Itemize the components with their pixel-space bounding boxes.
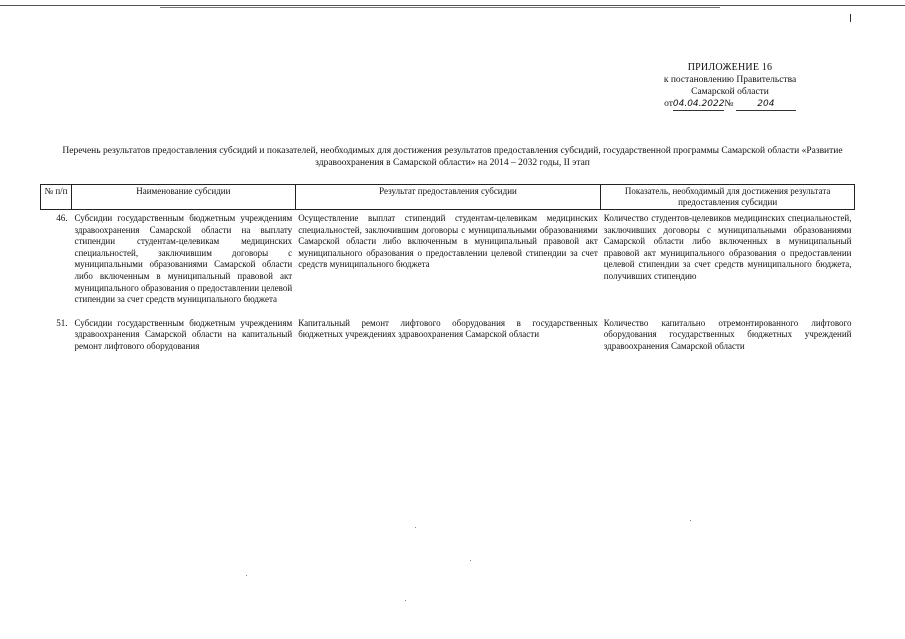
handwritten-date: 04.04.2022	[672, 99, 725, 109]
header-indicator: Показатель, необходимый для достижения результата предоставления субсидии	[601, 185, 855, 210]
row-name: Субсидии государственным бюджетным учреждениям здравоохранения Самарской области на капитальный ремонт лифтового оборудования	[74, 317, 293, 351]
row-num: 51.	[56, 317, 68, 328]
row-name: Субсидии государственным бюджетным учреждениям здравоохранения Самарской области на выплату стипендии студентам-целевикам медицинских специальностей, заключившим договоры с муниципальными образованиями Самарской области либо включенным в муниципальный правовой акт муниципального образования о предоставлении целевой стипендии за счет средств муниципального бюджета	[74, 213, 293, 305]
row-indicator: Количество студентов-целевиков медицинских специальностей, заключивших договоры с муниципальными образованиями Самарской области либо включенных в муниципальный правовой акт муниципального образования о предоставлении целевой стипендии за счет средств муниципального бюджета, получивших стипендию	[603, 213, 852, 281]
scan-border-line	[160, 7, 720, 8]
number-prefix: №	[724, 99, 734, 109]
scan-speck	[470, 560, 471, 561]
table-header-row	[41, 185, 855, 210]
scan-mark	[850, 14, 851, 22]
scan-border-line	[0, 5, 905, 6]
appendix-block	[600, 62, 860, 111]
handwritten-number: 204	[736, 98, 796, 111]
appendix-date-line	[664, 98, 796, 111]
table-row	[41, 210, 855, 308]
row-result: Осуществление выплат стипендий студентам-целевикам медицинских специальностей, заключившим договоры с муниципальными образованиями Самарской области либо включенным в муниципальный правовой акт муниципального образования о предоставлении целевой стипендии за счет средств муниципального бюджета	[298, 213, 598, 270]
document-heading: Перечень результатов предоставления субсидий и показателей, необходимых для достижения результатов предоставления субсидий, государственной программы Самарской области «Развитие здравоохранения в Самарской области» на 2014 – 2032 годы, II этап	[62, 146, 843, 168]
scan-speck	[246, 575, 247, 576]
row-num: 46.	[56, 213, 68, 223]
row-indicator: Количество капитально отремонтированного лифтового оборудования государственных бюджетных учреждений здравоохранения Самарской области	[603, 317, 852, 351]
subsidies-table	[40, 184, 855, 355]
header-result: Результат предоставления субсидии	[295, 185, 601, 210]
table-row	[41, 308, 855, 355]
scan-speck	[690, 520, 691, 521]
appendix-line-1: к постановлению Правительства	[663, 75, 797, 85]
scan-speck	[405, 600, 406, 601]
scan-speck	[415, 527, 416, 528]
appendix-title: ПРИЛОЖЕНИЕ 16	[687, 62, 773, 73]
header-num: № п/п	[41, 185, 72, 210]
appendix-line-2: Самарской области	[691, 87, 769, 97]
header-name: Наименование субсидии	[71, 185, 295, 210]
date-prefix: от	[664, 99, 673, 109]
row-result: Капитальный ремонт лифтового оборудования в государственных бюджетных учреждениях здравоохранения Самарской области	[298, 317, 598, 340]
